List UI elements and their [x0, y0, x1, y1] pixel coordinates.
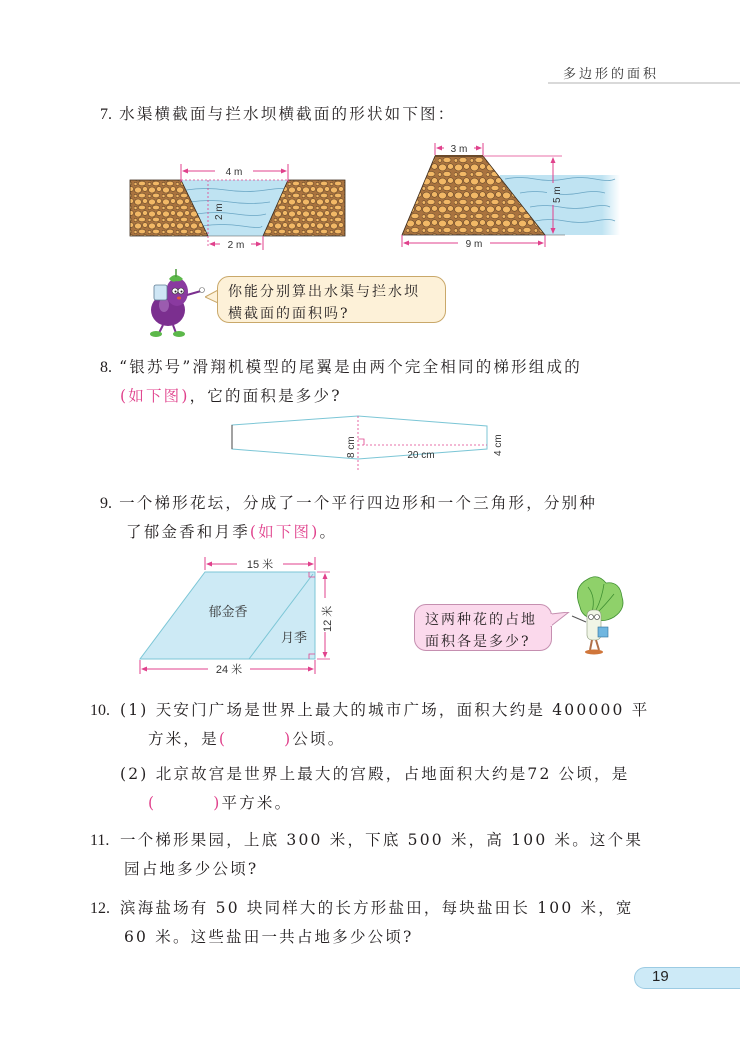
canal-top-width-label: 4 m: [225, 167, 243, 178]
question-number: 9.: [100, 495, 112, 512]
bottom-base-label: 24 米: [215, 664, 243, 676]
canal-depth-label: 2 m: [214, 203, 225, 220]
dam-bottom-width-label: 9 m: [465, 239, 483, 250]
question-text: 了郁金香和月季: [126, 523, 250, 541]
tail-wing-figure: [225, 412, 505, 474]
question-9: [100, 489, 597, 547]
top-base-label: 15 米: [246, 559, 274, 571]
question-7: [100, 100, 455, 129]
height-label: 20 cm: [407, 450, 435, 461]
hint-bubble-q9: [414, 604, 552, 651]
dam-top-width-label: 3 m: [450, 144, 468, 155]
dam-height-label: 5 m: [552, 186, 563, 203]
question-number: 12.: [90, 900, 110, 917]
question-text: 天安门广场是世界上最大的城市广场，面积大约是 400000 平: [155, 701, 650, 719]
figure-reference: (如下图): [120, 387, 190, 405]
punctuation: 。: [319, 523, 338, 541]
canal-cross-section-figure: [120, 150, 380, 260]
answer-blank[interactable]: ( ): [148, 794, 222, 812]
section-title: 多边形的面积: [563, 67, 660, 82]
bubble-line: 面积各是多少?: [425, 634, 531, 650]
question-text: “银苏号”滑翔机模型的尾翼是由两个完全相同的梯形组成的: [119, 358, 582, 376]
short-base-label: 4 cm: [493, 434, 504, 456]
question-text: 一个梯形果园，上底 300 米，下底 500 米，高 100 米。这个果: [120, 831, 644, 849]
question-text: 平方米。: [221, 794, 293, 812]
height-label: 12 米: [322, 605, 334, 632]
header-divider: [548, 82, 740, 84]
question-text: 园占地多少公顷?: [124, 860, 259, 878]
canal-bottom-width-label: 2 m: [227, 240, 245, 251]
hint-bubble-q7: [217, 276, 446, 323]
question-11: [90, 826, 643, 884]
eggplant-mascot-icon: [135, 265, 215, 340]
question-10: [90, 696, 649, 818]
question-text: 一个梯形花坛，分成了一个平行四边形和一个三角形，分别种: [119, 494, 598, 512]
dam-cross-section-figure: [390, 135, 620, 255]
question-text: 方米，是: [148, 730, 219, 748]
part-label: (1): [120, 701, 149, 719]
question-text: 公顷。: [292, 730, 346, 748]
bubble-line: 这两种花的占地: [425, 612, 537, 628]
answer-blank[interactable]: ( ): [218, 730, 293, 748]
question-number: 8.: [100, 359, 112, 376]
question-number: 7.: [100, 106, 112, 123]
tulip-region-label: 郁金香: [208, 605, 248, 620]
long-base-label: 8 cm: [346, 436, 357, 458]
question-number: 11.: [90, 832, 110, 849]
bubble-line: 横截面的面积吗?: [228, 306, 350, 322]
rose-region-label: 月季: [280, 631, 308, 646]
question-number: 10.: [90, 702, 110, 719]
bubble-line: 你能分别算出水渠与拦水坝: [228, 284, 420, 300]
question-12: [90, 894, 634, 952]
part-label: (2): [120, 765, 149, 783]
page-number: 19: [652, 968, 669, 985]
question-text: 60 米。这些盐田一共占地多少公顷?: [124, 928, 414, 946]
question-text: 滨海盐场有 50 块同样大的长方形盐田，每块盐田长 100 米，宽: [120, 899, 634, 917]
cabbage-mascot-icon: [560, 572, 630, 657]
question-text: ，它的面积是多少?: [189, 387, 342, 405]
question-text: 北京故宫是世界上最大的宫殿，占地面积大约是72 公顷，是: [155, 765, 630, 783]
page-number-tab: [634, 967, 740, 989]
flowerbed-trapezoid-figure: [130, 550, 350, 680]
question-8: [100, 353, 582, 411]
question-text: 水渠横截面与拦水坝横截面的形状如下图：: [119, 105, 456, 123]
figure-reference: (如下图): [249, 523, 320, 541]
